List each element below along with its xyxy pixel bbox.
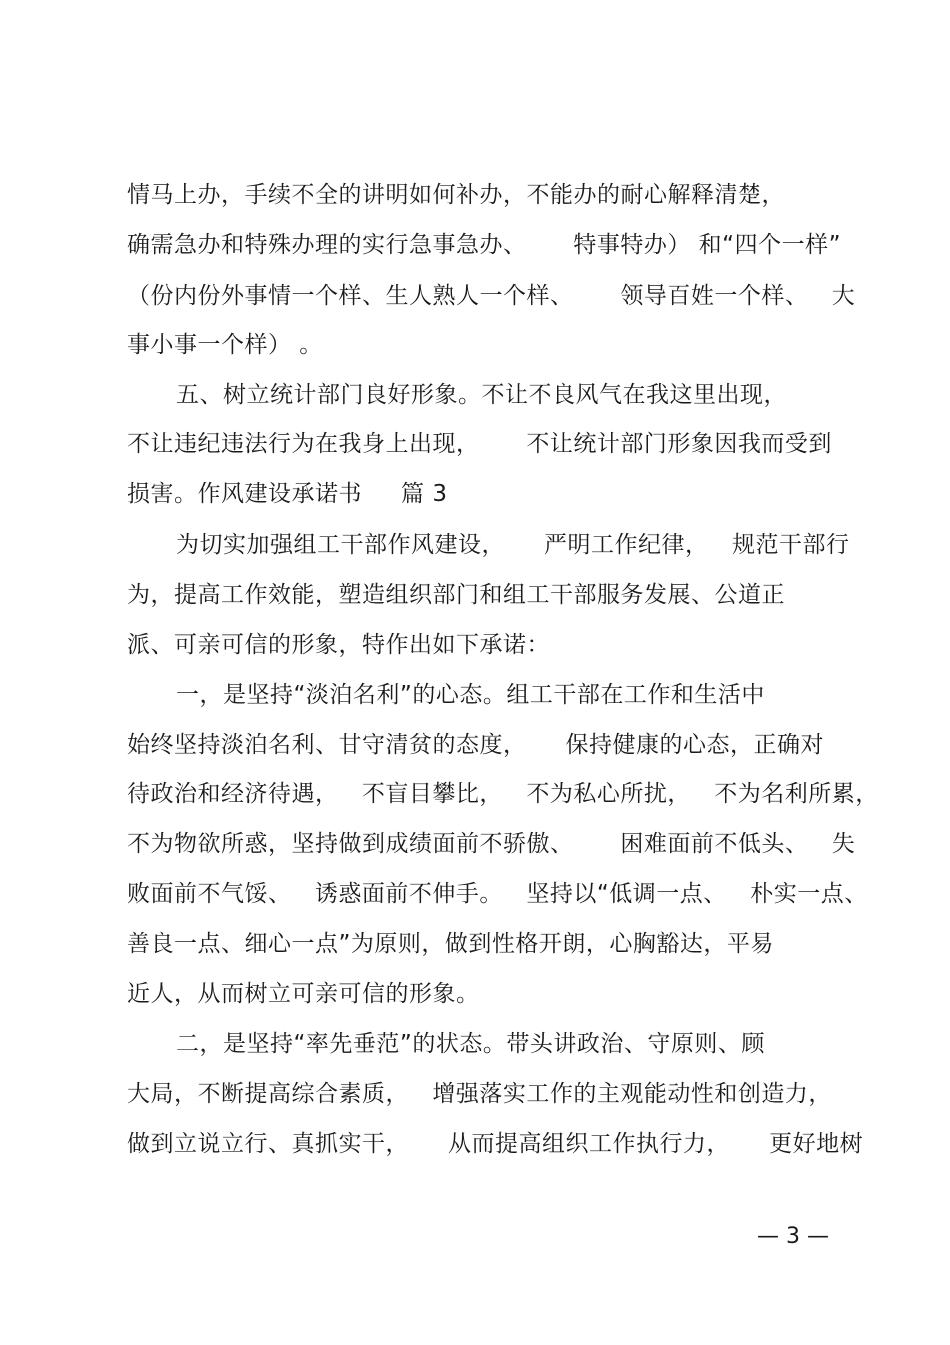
text-line: 始终坚持淡泊名利、甘守清贫的态度， 保持健康的心态，正确对 — [127, 732, 825, 758]
text-line: （份内份外事情一个样、生人熟人一个样、 领导百姓一个样、 大 — [127, 283, 856, 309]
text-line: 为，提高工作效能，塑造组织部门和组工干部服务发展、公道正 — [127, 582, 785, 608]
text-line: 确需急办和特殊办理的实行急事急办、 特事特办） 和“四个一样” — [127, 232, 842, 258]
paragraph-start-line: 二，是坚持“率先垂范”的状态。带头讲政治、守原则、顾 — [176, 1031, 765, 1057]
page-number: — 3 — — [757, 1224, 829, 1249]
text-line: 不让违纪违法行为在我身上出现， 不让统计部门形象因我而受到 — [127, 431, 832, 457]
text-line: 大局，不断提高综合素质， 增强落实工作的主观能动性和创造力， — [127, 1081, 832, 1107]
text-line: 败面前不气馁、 诱惑面前不伸手。 坚持以“低调一点、 朴实一点、 — [127, 881, 868, 907]
text-line: 情马上办，手续不全的讲明如何补办，不能办的耐心解释清楚， — [127, 182, 785, 208]
text-line: 待政治和经济待遇， 不盲目攀比， 不为私心所扰， 不为名利所累， — [127, 781, 879, 807]
paragraph-start-line: 一，是坚持“淡泊名利”的心态。组工干部在工作和生活中 — [176, 682, 765, 708]
text-line: 做到立说立行、真抓实干， 从而提高组织工作执行力， 更好地树 — [127, 1131, 864, 1157]
paragraph-start-line: 为切实加强组工干部作风建设， 严明工作纪律， 规范干部行 — [176, 532, 850, 558]
text-line: 善良一点、细心一点”为原则，做到性格开朗，心胸豁达，平易 — [127, 931, 774, 957]
text-line: 事小事一个样） 。 — [127, 332, 323, 358]
text-line: 不为物欲所惑，坚持做到成绩面前不骄傲、 困难面前不低头、 失 — [127, 831, 856, 857]
text-line: 损害。作风建设承诺书 篇 3 — [127, 481, 448, 507]
text-line: 近人，从而树立可亲可信的形象。 — [127, 981, 480, 1007]
paragraph-start-line: 五、树立统计部门良好形象。不让不良风气在我这里出现， — [176, 382, 787, 408]
text-line: 派、可亲可信的形象，特作出如下承诺： — [127, 632, 550, 658]
